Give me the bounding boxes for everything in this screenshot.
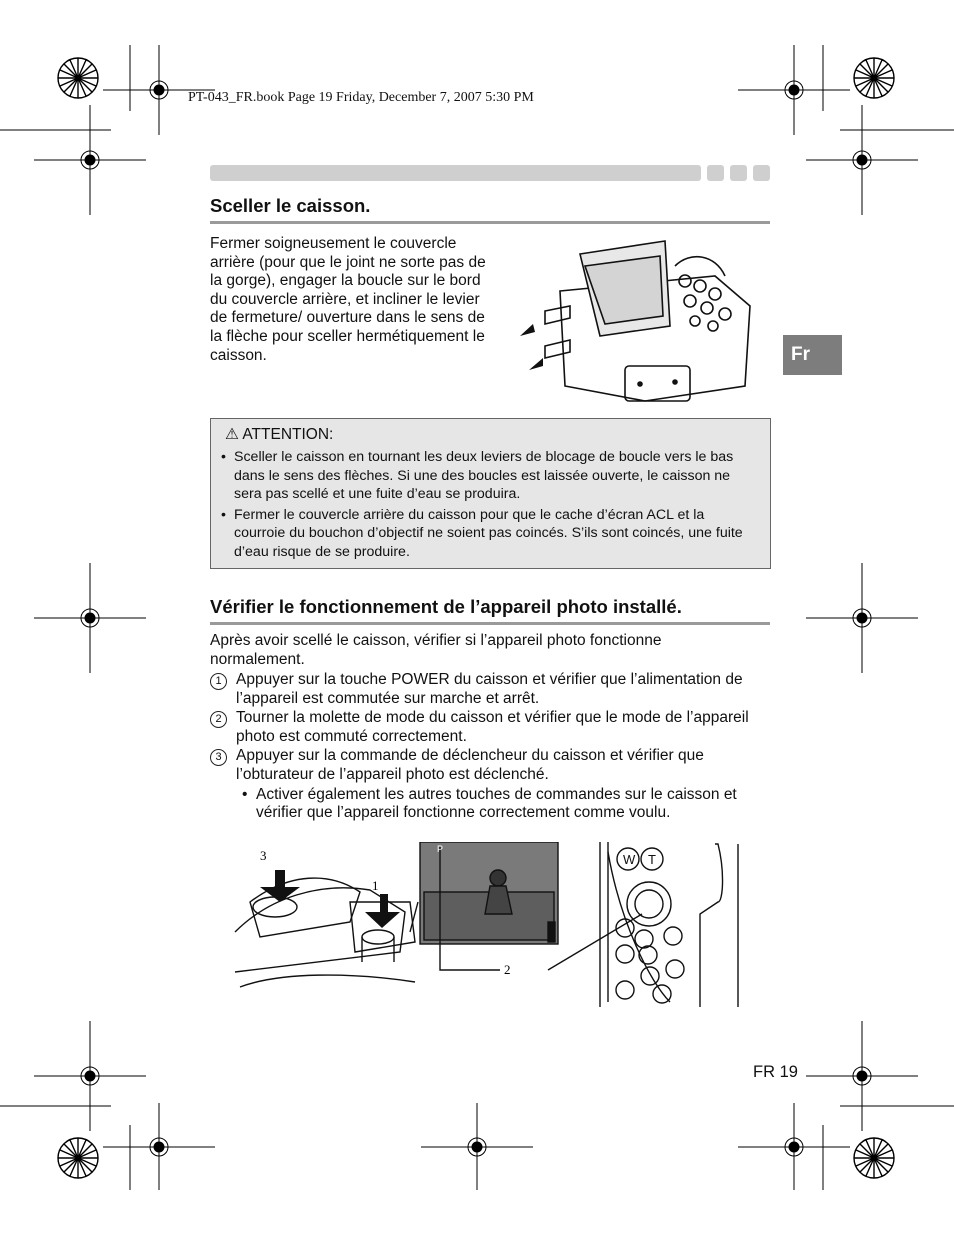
label-mode-dial: 2: [504, 962, 511, 977]
attention-box: [210, 418, 771, 569]
label-shutter: 3: [260, 848, 267, 863]
label-power: 1: [372, 878, 379, 893]
section-header-bar: [210, 165, 701, 181]
attention-list: [219, 448, 759, 563]
language-tab: Fr: [783, 335, 842, 375]
step-number: 3: [210, 749, 227, 766]
title-rule: [210, 221, 770, 224]
attention-heading: [225, 425, 333, 444]
attention-item: • Sceller le caisson en tournant les deux leviers de blocage de boucle vers le bas dans le sens des flèches. Si une des boucles est laissée ouverte, le caisson ne sera pas scellé et une fuite d’eau se produira.: [219, 448, 759, 504]
section-title-seal: Sceller le caisson.: [210, 195, 371, 216]
step-text: Tourner la molette de mode du caisson et vérifier que le mode de l’appareil photo est commuté correctement.: [236, 709, 749, 745]
header-square: [730, 165, 747, 181]
verify-intro: Après avoir scellé le caisson, vérifier si l’appareil photo fonctionne normalement.: [210, 632, 662, 668]
page-number: FR 19: [753, 1063, 798, 1081]
step-text: Appuyer sur la touche POWER du caisson et vérifier que l’alimentation de l’appareil est commutée sur marche et arrêt.: [236, 671, 743, 707]
step-item: [210, 709, 780, 746]
warning-icon: ⚠: [225, 426, 239, 443]
section-title-verify: Vérifier le fonctionnement de l’appareil photo installé.: [210, 596, 682, 617]
zoom-t-label: T: [648, 852, 656, 867]
step-item: [210, 671, 780, 708]
verify-steps: [210, 671, 780, 823]
title-rule: [210, 622, 770, 625]
print-header: PT-043_FR.book Page 19 Friday, December 7, 2007 5:30 PM: [188, 90, 534, 105]
seal-instructions: Fermer soigneusement le couvercle arrière (pour que le joint ne sorte pas de la gorge), engager la boucle sur le bord du couvercle arrière, et incliner le levier de fermeture/ ouverture dans le sens de la flèche pour sceller hermétiquement le caisson.: [210, 235, 486, 364]
step-item: [210, 747, 780, 784]
step-text: Appuyer sur la commande de déclencheur du caisson et vérifier que l’obturateur de l’appareil photo est déclenché.: [236, 747, 704, 783]
attention-title: ATTENTION:: [242, 426, 334, 443]
sub-bullet: • Activer également les autres touches de commandes sur le caisson et vérifier que l’appareil fonctionne correctement comme voulu.: [210, 786, 780, 823]
attention-item: • Fermer le couvercle arrière du caisson pour que le cache d’écran ACL et la courroie du bouchon d’objectif ne soient pas coincés. S’ils sont coincés, une fuite d’eau risque de se produire.: [219, 506, 759, 562]
header-square: [707, 165, 724, 181]
mode-letter: P: [437, 844, 444, 854]
header-square: [753, 165, 770, 181]
step-number: 1: [210, 673, 227, 690]
zoom-w-label: W: [623, 852, 636, 867]
step-number: 2: [210, 711, 227, 728]
controls-illustration: [230, 842, 750, 1010]
housing-illustration: [515, 236, 770, 411]
